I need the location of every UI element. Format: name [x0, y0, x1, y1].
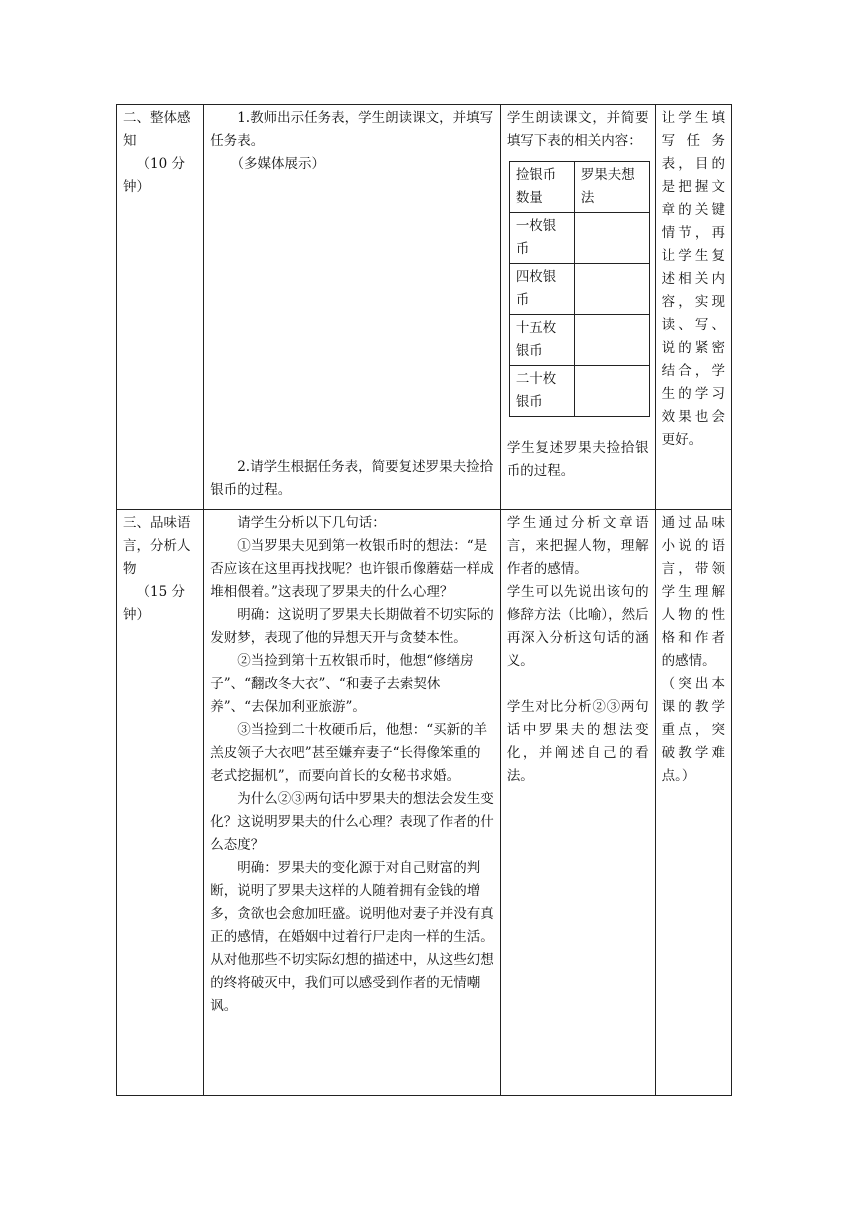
- design-intent-cell: [655, 105, 731, 510]
- table-row: [509, 213, 649, 264]
- design-intent-note: （突出本课的教学重点，突破教学难点。）: [661, 676, 725, 784]
- table-cell-blank[interactable]: [574, 315, 649, 366]
- stage-time: （15 分钟）: [123, 584, 185, 623]
- teacher-step: ①当罗果夫见到第一枚银币时的想法：“是否应该在这里再找找呢？也许银币像蘑菇一样成堆相偎着。”这表现了罗果夫的什么心理？: [210, 538, 494, 600]
- table-cell: 二十枚银币: [509, 366, 574, 417]
- stage-title: 二、整体感知: [123, 110, 191, 149]
- teacher-step: 为什么②③两句话中罗果夫的想法会发生变化？这说明罗果夫的什么心理？表现了作者的什么态度？: [210, 791, 494, 853]
- student-activity-cell: [500, 510, 655, 1096]
- table-header-cell: 罗果夫想法: [574, 162, 649, 213]
- student-text: 学生复述罗果夫捡拾银币的过程。: [506, 440, 649, 479]
- teacher-note: （多媒体展示）: [230, 156, 325, 172]
- teacher-step: 1.教师出示任务表，学生朗读课文，并填写任务表。: [210, 110, 494, 149]
- teacher-step: ②当捡到第十五枚银币时，他想“修缮房子”、“翻改冬大衣”、“和妻子去索契休养”、“去保加利亚旅游”。: [210, 653, 474, 715]
- table-header-cell: 捡银币数量: [509, 162, 574, 213]
- table-row: [509, 366, 649, 417]
- student-text: 学生通过分析文章语言，来把握人物，理解作者的感情。: [506, 515, 649, 577]
- task-table: [509, 161, 650, 417]
- student-text: 学生对比分析②③两句话中罗果夫的想法变化，并阐述自己的看法。: [506, 699, 649, 784]
- teacher-step: 2.请学生根据任务表，简要复述罗果夫捡拾银币的过程。: [210, 459, 494, 498]
- lesson-plan-page: [116, 104, 732, 1096]
- design-intent-text: 让学生填写任务表，目的是把握文章的关键情节，再让学生复述相关内容，实现读、写、说的紧密结合，学生的学习效果也会更好。: [661, 110, 725, 448]
- teacher-step: 请学生分析以下几句话：: [237, 515, 386, 531]
- teacher-step: 明确：这说明了罗果夫长期做着不切实际的发财梦，表现了他的异想天开与贪婪本性。: [210, 607, 494, 646]
- table-row: [509, 162, 649, 213]
- stage-title: 三、品味语言，分析人物: [123, 515, 191, 577]
- stage-cell: [117, 105, 204, 510]
- table-cell: 四枚银币: [509, 264, 574, 315]
- table-cell-blank[interactable]: [574, 366, 649, 417]
- lesson-plan-table: [116, 104, 732, 1096]
- stage-time: （10 分钟）: [123, 156, 185, 195]
- design-intent-text: 通过品味小说的语言，带领学生理解人物的性格和作者的感情。: [661, 515, 725, 669]
- teacher-step: ③当捡到二十枚硬币后，他想：“买新的羊羔皮领子大衣吧”甚至嫌弃妻子“长得像笨重的老式挖掘机”，而要向首长的女秘书求婚。: [210, 722, 488, 784]
- teacher-activity-cell: [204, 510, 501, 1096]
- table-row: [117, 105, 732, 510]
- table-row: [509, 264, 649, 315]
- table-cell: 十五枚银币: [509, 315, 574, 366]
- table-row: [509, 315, 649, 366]
- table-cell-blank[interactable]: [574, 264, 649, 315]
- teacher-step: 明确：罗果夫的变化源于对自己财富的判断，说明了罗果夫这样的人随着拥有金钱的增多，贪欲也会愈加旺盛。说明他对妻子并没有真正的感情，在婚姻中过着行尸走肉一样的生活。从对他那些不切实际幻想的描述中，从这些幻想的终将破灭中，我们可以感受到作者的无情嘲讽。: [210, 860, 494, 1014]
- teacher-activity-cell: [204, 105, 501, 510]
- table-cell: 一枚银币: [509, 213, 574, 264]
- design-intent-cell: [655, 510, 731, 1096]
- student-text: 学生可以先说出该句的修辞方法（比喻），然后再深入分析这句话的涵义。: [506, 584, 649, 669]
- table-cell-blank[interactable]: [574, 213, 649, 264]
- table-row: [117, 510, 732, 1096]
- student-activity-cell: [500, 105, 655, 510]
- student-text: 学生朗读课文，并简要填写下表的相关内容：: [506, 110, 649, 149]
- stage-cell: [117, 510, 204, 1096]
